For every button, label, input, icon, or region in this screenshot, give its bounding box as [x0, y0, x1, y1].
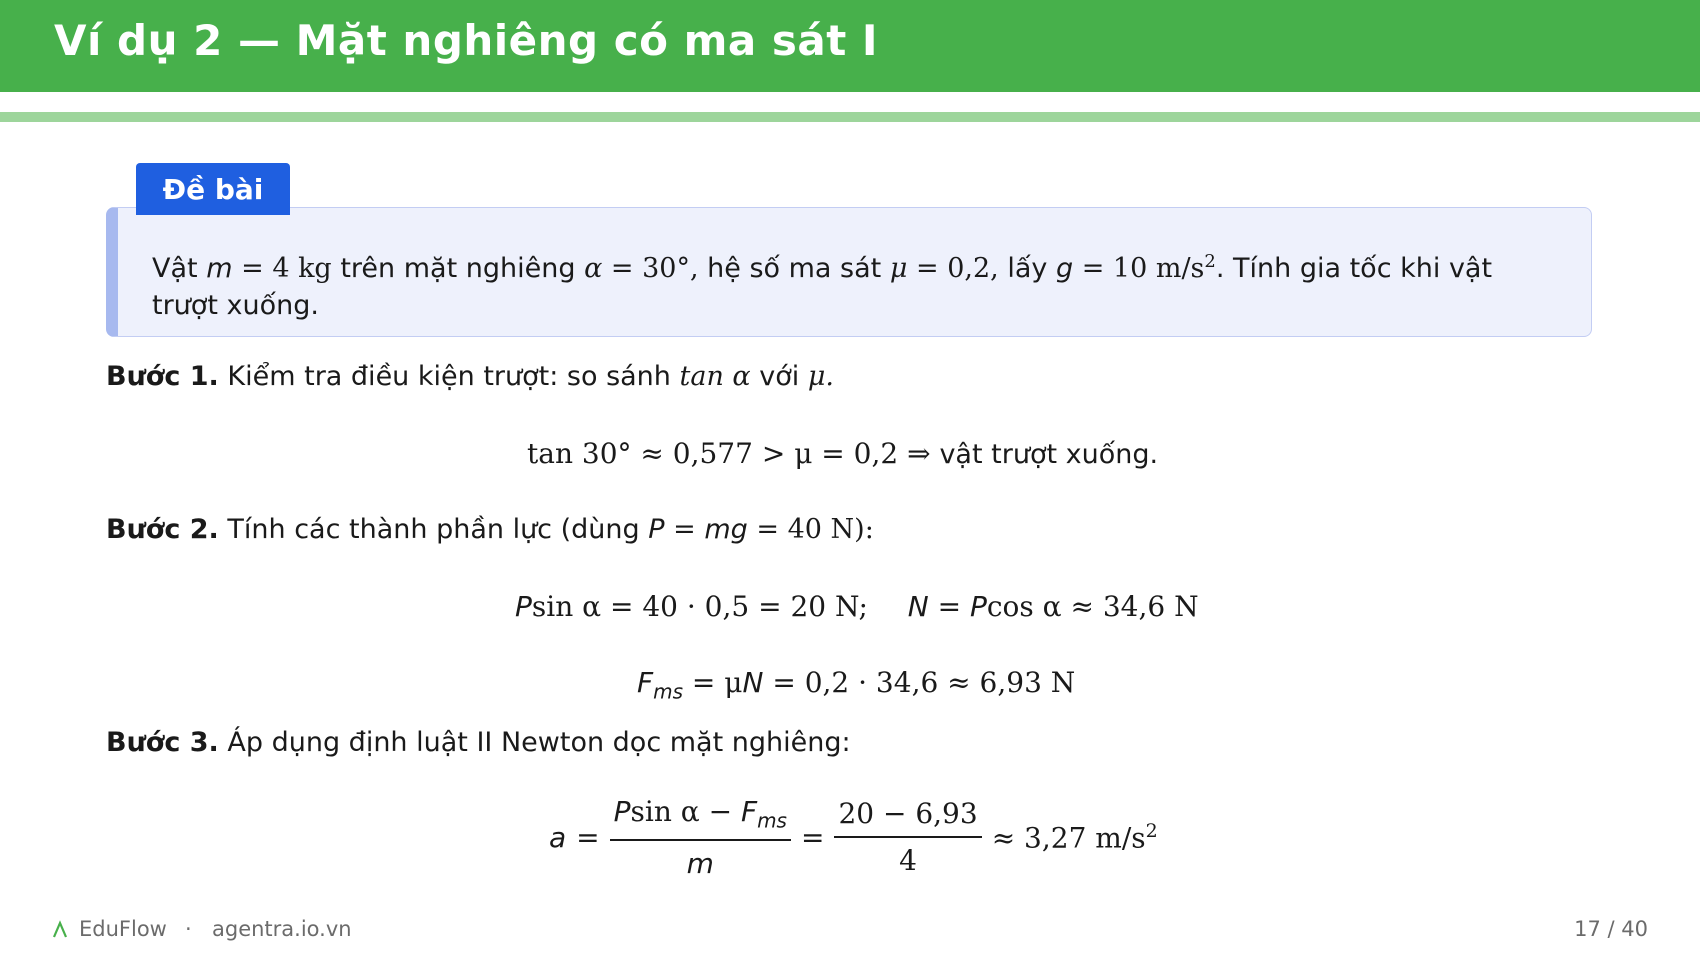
- g-exponent: 2: [1204, 251, 1216, 272]
- step1-label: Bước 1.: [106, 361, 219, 392]
- footer-site: agentra.io.vn: [212, 917, 352, 941]
- eq3-num-sub: ms: [757, 808, 787, 833]
- g-value: [1082, 253, 1216, 284]
- eq2-sub: ms: [653, 679, 684, 704]
- eq1-rest2: cos α ≈ 34,6 N: [986, 590, 1199, 623]
- eq2-rest: = 0,2 · 34,6 ≈ 6,93 N: [772, 666, 1076, 699]
- step2-label: Bước 2.: [106, 514, 219, 545]
- eq3-num-F: F: [740, 795, 758, 828]
- problem-text: [152, 243, 1562, 324]
- mu-value: = 0,2,: [916, 253, 999, 284]
- footer-brand: EduFlow: [79, 917, 167, 941]
- g-var: g: [1055, 253, 1074, 284]
- header-divider: [0, 112, 1700, 122]
- step3-text: Áp dụng định luật II Newton dọc mặt nghiêng:: [227, 727, 851, 758]
- problem-label: Đề bài: [136, 163, 290, 215]
- eq3-result-base: ≈ 3,27 m/s: [991, 821, 1146, 855]
- alpha-value: = 30°,: [610, 253, 699, 284]
- alpha-var: α: [584, 253, 603, 284]
- eduflow-logo-icon: [52, 919, 68, 939]
- fraction-2-numerator: 20 − 6,93: [834, 797, 981, 838]
- eq1-N: N: [907, 590, 929, 623]
- eq3-num-sin: sin α −: [630, 795, 733, 828]
- fraction-2: [834, 797, 981, 877]
- fraction-1-numerator: [610, 795, 791, 841]
- eq2-F: F: [637, 666, 654, 699]
- problem-text-6: trượt xuống.: [152, 290, 319, 321]
- slide-header: [0, 0, 1700, 92]
- problem-text-3: hệ số ma sát: [707, 253, 882, 284]
- eq2-N: N: [742, 666, 764, 699]
- eq1-P2: P: [969, 590, 987, 623]
- step1-eq-text: vật trượt xuống.: [939, 439, 1159, 470]
- step2-eq: =: [673, 514, 696, 545]
- problem-text-2: trên mặt nghiêng: [340, 253, 576, 284]
- step3-label: Bước 3.: [106, 727, 219, 758]
- step2-P: P: [648, 514, 665, 545]
- eq2-mid: = μ: [691, 666, 743, 699]
- eq3-num-P: P: [613, 795, 631, 828]
- eq1-eq: =: [937, 590, 962, 623]
- step2-text: Tính các thành phần lực (dùng: [227, 514, 640, 545]
- fraction-1-denominator: m: [686, 846, 714, 880]
- eq3-result-exp: 2: [1145, 820, 1158, 843]
- eq3-eq2: =: [800, 820, 825, 854]
- problem-text-1: Vật: [152, 253, 198, 284]
- step2-mg: mg: [704, 514, 748, 545]
- g-value-base: = 10 m/s: [1081, 253, 1205, 284]
- eq1-rest: sin α = 40 · 0,5 = 20 N;: [531, 590, 868, 623]
- problem-text-5: . Tính gia tốc khi vật: [1215, 253, 1493, 284]
- step1-eq-math: tan 30° ≈ 0,577 > μ = 0,2 ⇒: [527, 437, 931, 470]
- eq3-eq: =: [576, 820, 600, 854]
- mass-var: m: [206, 253, 233, 284]
- step1-tan: tan α: [679, 361, 751, 392]
- step1-text: Kiểm tra điều kiện trượt: so sánh: [227, 361, 671, 392]
- step1-mu: μ.: [807, 361, 834, 392]
- step2-value: = 40 N):: [756, 514, 874, 545]
- problem-text-4: lấy: [1007, 253, 1048, 284]
- fraction-1: [610, 795, 791, 880]
- fraction-2-denominator: 4: [899, 844, 917, 878]
- step3-line: [106, 727, 851, 758]
- step2-equation-1: [515, 590, 1199, 623]
- step2-equation-2: [637, 666, 1075, 704]
- page-number: 17 / 40: [1574, 917, 1648, 941]
- mass-value: = 4 kg: [241, 253, 332, 284]
- step1-with: với: [759, 361, 800, 392]
- step1-line: [106, 361, 834, 392]
- step1-equation: [527, 437, 1158, 470]
- step3-equation: [549, 795, 1158, 880]
- step2-line: [106, 514, 874, 545]
- slide-title: Ví dụ 2 — Mặt nghiêng có ma sát I: [54, 16, 879, 65]
- footer-separator: ·: [185, 917, 192, 941]
- eq1-P: P: [515, 590, 532, 623]
- eq3-a: a: [549, 820, 567, 854]
- eq3-result: [992, 820, 1158, 854]
- mu-var: μ: [889, 253, 908, 284]
